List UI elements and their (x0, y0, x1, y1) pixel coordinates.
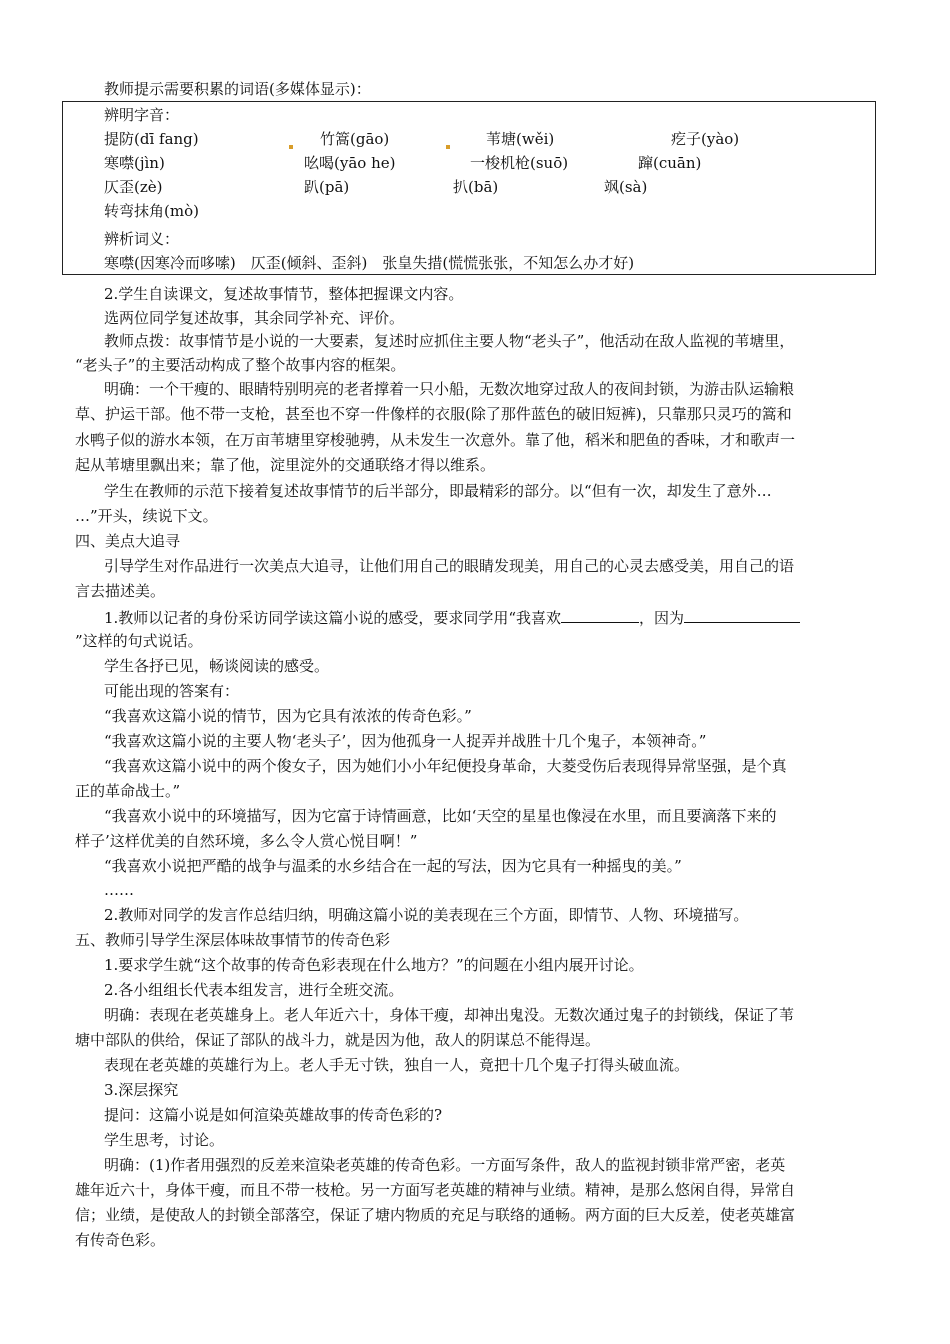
text-line: 正的革命战士。” (75, 782, 181, 800)
box-heading-pronunciation: 辨明字音： (104, 106, 180, 124)
section-heading: 四、美点大追寻 (75, 532, 181, 550)
vocab-item: 吆喝(yāo he) (304, 154, 396, 172)
text-line: 3.深层探究 (104, 1081, 179, 1099)
vocab-item: 蹿(cuān) (638, 154, 702, 172)
text-line: “老头子”的主要活动构成了整个故事内容的框架。 (75, 356, 406, 374)
text-line: “我喜欢这篇小说中的两个俊女子，因为她们小小年纪便投身革命，大菱受伤后表现得异常坚强，是个真 (104, 757, 787, 775)
text-line: 表现在老英雄的英雄行为上。老人手无寸铁，独自一人，竟把十几个鬼子打得头破血流。 (104, 1056, 690, 1074)
text-line: 明确：(1)作者用强烈的反差来渲染老英雄的传奇色彩。一方面写条件，敌人的监视封锁非常严密，老英 (104, 1156, 786, 1174)
text-line: 信；业绩，是使敌人的封锁全部落空，保证了塘内物质的充足与联络的通畅。两方面的巨大反差，使老英雄富 (75, 1206, 796, 1224)
answer-blank (561, 606, 639, 623)
text-line: “我喜欢这篇小说的主要人物‘老头子’，因为他孤身一人捉弄并战胜十几个鬼子，本领神奇。” (104, 732, 707, 750)
text-line: 雄年近六十，身体干瘦，而且不带一枝枪。另一方面写老英雄的精神与业绩。精神，是那么悠闲自得，异常自 (75, 1181, 796, 1199)
text-line: 学生在教师的示范下接着复述故事情节的后半部分，即最精彩的部分。以“但有一次，却发生了意外… (104, 482, 772, 500)
text-line: …… (104, 881, 134, 899)
text-line: 有传奇色彩。 (75, 1231, 166, 1249)
text-line: 样子’这样优美的自然环境，多么令人赏心悦目啊！” (75, 832, 418, 850)
text-line: 引导学生对作品进行一次美点大追寻，让他们用自己的眼睛发现美，用自己的心灵去感受美，用自己的语 (104, 557, 795, 575)
text-line: 明确：表现在老英雄身上。老人年近六十，身体干瘦，却神出鬼没。无数次通过鬼子的封锁线，保证了苇 (104, 1006, 795, 1024)
vocab-item: 苇塘(wěi) (486, 130, 555, 148)
text-line: 起从苇塘里飘出来；靠了他，淀里淀外的交通联络才得以维系。 (75, 456, 496, 474)
box-heading-meaning: 辨析词义： (104, 230, 180, 248)
text-line: 草、护运干部。他不带一支枪，甚至也不穿一件像样的衣服(除了那件蓝色的破旧短裤)，只靠那只灵巧的篙和 (75, 405, 792, 423)
text-line: 明确：一个干瘦的、眼睛特别明亮的老者撑着一只小船，无数次地穿过敌人的夜间封锁，为游击队运输粮 (104, 380, 795, 398)
text-line: …”开头，续说下文。 (75, 507, 218, 525)
vocab-meanings: 寒噤(因寒冷而哆嗦) 仄歪(倾斜、歪斜) 张皇失措(慌慌张张，不知怎么办才好) (104, 254, 635, 272)
text-line: ”这样的句式说话。 (75, 632, 203, 650)
vocab-item: 寒噤(jìn) (104, 154, 165, 172)
vocab-item: 扒(bā) (453, 178, 499, 196)
text-line: 可能出现的答案有： (104, 682, 240, 700)
bullet-dot (446, 145, 450, 149)
text-line: 提问：这篇小说是如何渲染英雄故事的传奇色彩的? (104, 1106, 443, 1124)
answer-blank (684, 606, 800, 623)
vocab-item: 飒(sà) (604, 178, 648, 196)
vocab-item: 提防(dī fang) (104, 130, 199, 148)
section-heading: 五、教师引导学生深层体味故事情节的传奇色彩 (75, 931, 391, 949)
text-line: 2.教师对同学的发言作总结归纳，明确这篇小说的美表现在三个方面，即情节、人物、环境描写。 (104, 906, 749, 924)
text-line: 学生各抒已见，畅谈阅读的感受。 (104, 657, 330, 675)
text-line: “我喜欢小说中的环境描写，因为它富于诗情画意，比如‘天空的星星也像浸在水里，而且要滴落下来的 (104, 807, 777, 825)
text-line: 塘中部队的供给，保证了部队的战斗力，就是因为他，敌人的阴谋总不能得逞。 (75, 1031, 601, 1049)
vocab-item: 疙子(yào) (671, 130, 740, 148)
text-line: 学生思考，讨论。 (104, 1131, 225, 1149)
intro-line: 教师提示需要积累的词语(多媒体显示)： (104, 80, 371, 98)
bullet-dot (289, 145, 293, 149)
text-line: “我喜欢小说把严酷的战争与温柔的水乡结合在一起的写法，因为它具有一种摇曳的美。” (104, 857, 682, 875)
text-line: 教师点拨：故事情节是小说的一大要素，复述时应抓住主要人物“老头子”，他活动在敌人监视的苇塘里， (104, 332, 795, 350)
vocab-item: 转弯抹角(mò) (104, 202, 199, 220)
text-line: 1.教师以记者的身份采访同学读这篇小说的感受，要求同学用“我喜欢 ，因为 (104, 606, 800, 628)
vocab-item: 一梭机枪(suō) (470, 154, 569, 172)
vocab-item: 竹篙(gāo) (320, 130, 390, 148)
text-line: “我喜欢这篇小说的情节，因为它具有浓浓的传奇色彩。” (104, 707, 472, 725)
text-line: 言去描述美。 (75, 582, 166, 600)
text-line: 选两位同学复述故事，其余同学补充、评价。 (104, 309, 405, 327)
text-line: 2.学生自读课文，复述故事情节，整体把握课文内容。 (104, 285, 464, 303)
text-line: 2.各小组组长代表本组发言，进行全班交流。 (104, 981, 404, 999)
text-line: 水鸭子似的游水本领，在万亩苇塘里穿梭驰骋，从未发生一次意外。靠了他，稻米和肥鱼的香味，才和歌声一 (75, 431, 796, 449)
vocab-item: 仄歪(zè) (104, 178, 163, 196)
vocab-item: 趴(pā) (304, 178, 350, 196)
text-line: 1.要求学生就“这个故事的传奇色彩表现在什么地方？”的问题在小组内展开讨论。 (104, 956, 644, 974)
